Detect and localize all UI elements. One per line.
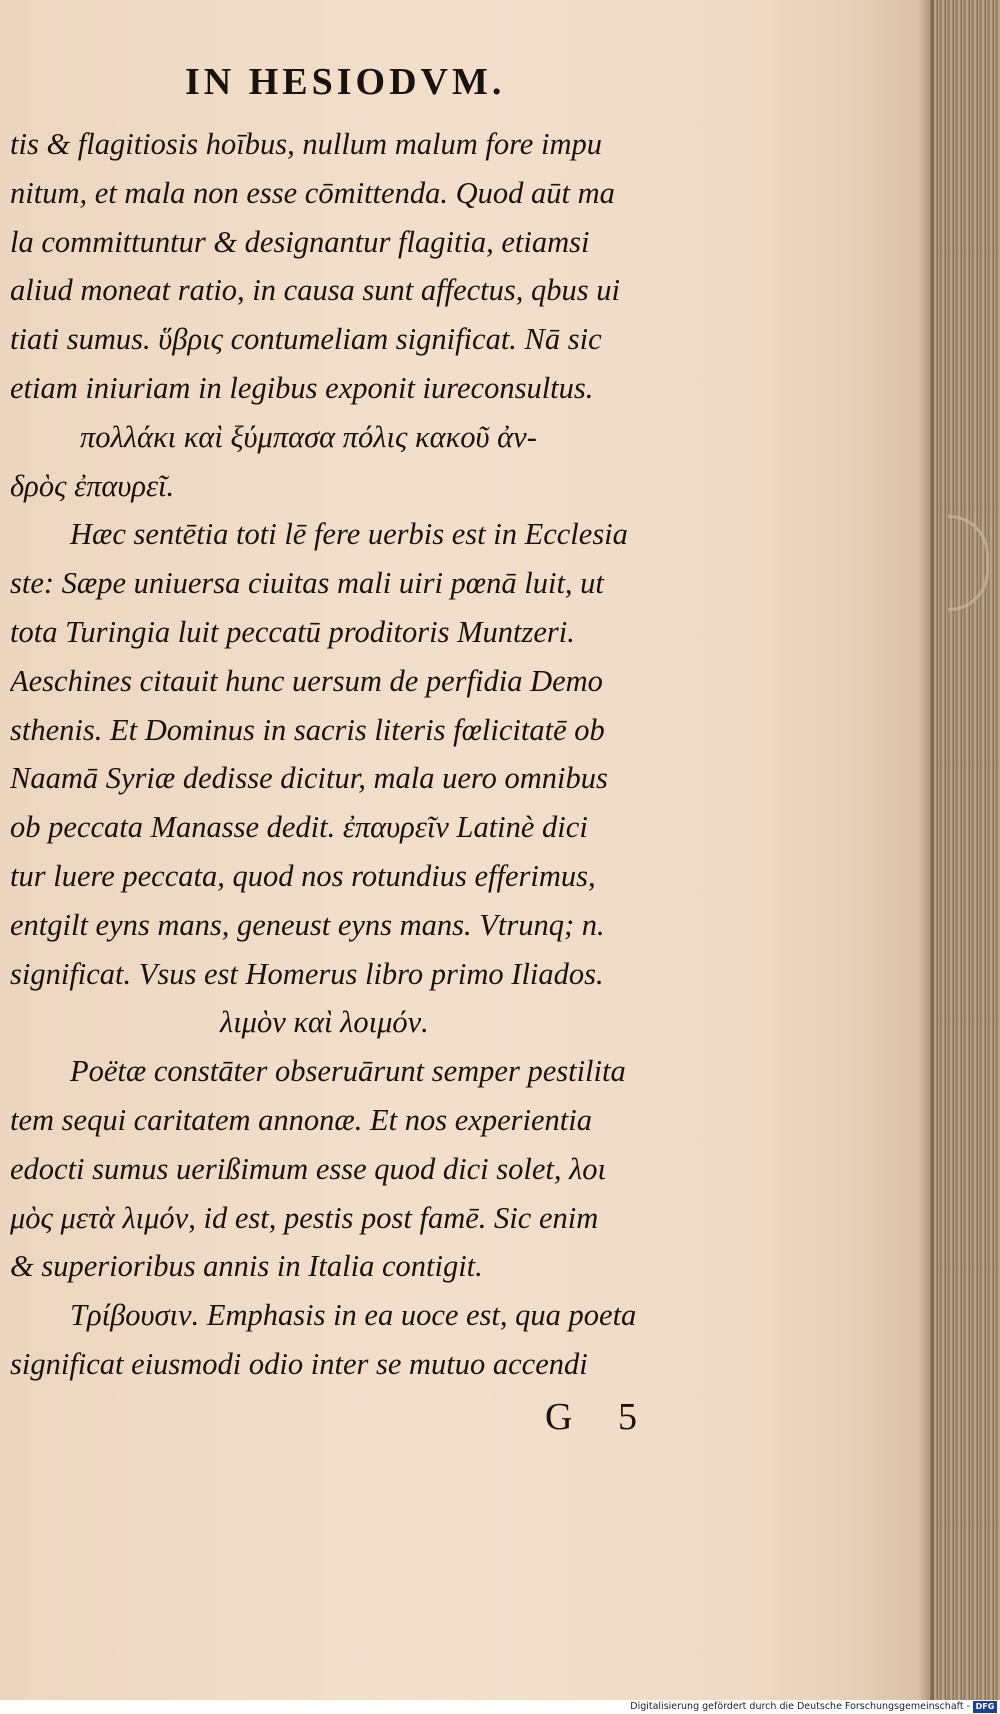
text-line: & superioribus annis in Italia contigit. bbox=[10, 1249, 483, 1284]
text-line: etiam iniuriam in legibus exponit iureconsultus. bbox=[10, 370, 594, 405]
dfg-logo: DFG bbox=[973, 1701, 997, 1713]
page-edge-shadow bbox=[918, 0, 934, 1700]
text-line: tem sequi caritatem annonæ. Et nos experientia bbox=[10, 1102, 592, 1137]
text-line: tota Turingia luit peccatū proditoris Muntzeri. bbox=[10, 614, 575, 649]
text-line: ste: Sæpe uniuersa ciuitas mali uiri pœnā luit, ut bbox=[10, 566, 604, 601]
text-line: aliud moneat ratio, in causa sunt affectus, qbus ui bbox=[10, 273, 620, 308]
text-line: sthenis. Et Dominus in sacris literis fœlicitatē ob bbox=[10, 712, 605, 747]
greek-verse-line: λιμὸν καὶ λοιμόν. bbox=[220, 1005, 429, 1040]
digitization-footer bbox=[0, 1700, 1000, 1714]
greek-verse-line: πολλάκι καὶ ξύμπασα πόλις κακοῦ ἀν- bbox=[80, 419, 537, 454]
text-line: significat eiusmodi odio inter se mutuo accendi bbox=[10, 1346, 588, 1381]
text-line: Hæc sentētia toti lē fere uerbis est in Ecclesia bbox=[70, 517, 628, 552]
text-line: nitum, et mala non esse cōmittenda. Quod aūt ma bbox=[10, 175, 615, 210]
text-line: Poëtæ constāter obseruārunt semper pestilita bbox=[70, 1054, 626, 1089]
text-line: Naamā Syriæ dedisse dicitur, mala uero omnibus bbox=[10, 761, 608, 796]
text-line: tiati sumus. ὕβρις contumeliam significat. Nā sic bbox=[10, 322, 602, 357]
text-line: Τρίβουσιν. Emphasis in ea uoce est, qua poeta bbox=[70, 1298, 637, 1333]
page-stack-edge bbox=[930, 0, 1000, 1700]
signature-mark: G 5 bbox=[545, 1396, 655, 1438]
text-line: ob peccata Manasse dedit. ἐπαυρεῖν Latinè dici bbox=[10, 810, 588, 845]
body-text bbox=[10, 120, 700, 1389]
text-line: edocti sumus uerißimum esse quod dici solet, λοι bbox=[10, 1151, 607, 1186]
text-line: significat. Vsus est Homerus libro primo Iliados. bbox=[10, 956, 604, 991]
text-line: Aeschines citauit hunc uersum de perfidia Demo bbox=[10, 663, 603, 698]
text-line: entgilt eyns mans, geneust eyns mans. Vtrunq; n. bbox=[10, 907, 605, 942]
text-line: la committuntur & designantur flagitia, etiamsi bbox=[10, 224, 590, 259]
greek-verse-line: δρὸς ἐπαυρεῖ. bbox=[10, 468, 175, 503]
running-header: IN HESIODVM. bbox=[185, 61, 506, 103]
text-line: tis & flagitiosis hoībus, nullum malum fore impu bbox=[10, 127, 602, 161]
text-line: tur luere peccata, quod nos rotundius efferimus, bbox=[10, 858, 596, 893]
funding-notice: Digitalisierung gefördert durch die Deutsche Forschungsgemeinschaft - bbox=[630, 1701, 970, 1712]
text-line: μὸς μετὰ λιμόν, id est, pestis post famē. Sic enim bbox=[10, 1200, 599, 1235]
